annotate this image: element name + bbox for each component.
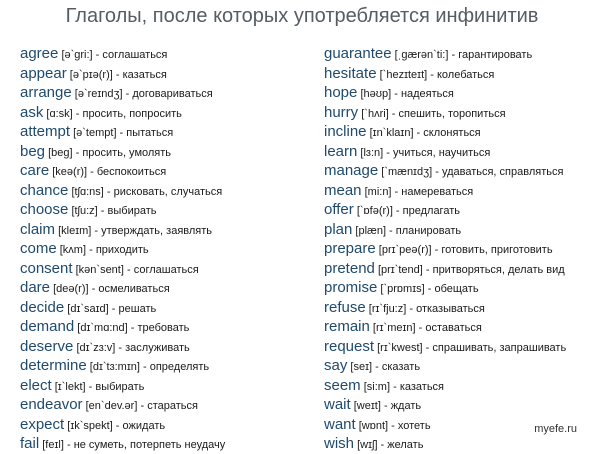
list-item: hurry [`hʌri] - спешить, торопиться xyxy=(324,103,506,121)
verb-list-left xyxy=(20,44,310,454)
verb-word: deserve xyxy=(20,337,74,355)
verb-translation: пытаться xyxy=(126,127,174,139)
verb-transcription: [dɪ`zɜ:v] xyxy=(76,341,116,354)
verb-translation: обещать xyxy=(434,283,479,295)
verb-transcription: [rɪ`kwest] xyxy=(377,341,423,354)
list-item: promise [`prɒmɪs] - обещать xyxy=(324,279,479,296)
list-item: come [kʌm] - приходить xyxy=(20,240,149,257)
verb-transcription: [feɪl] xyxy=(42,439,64,451)
verb-transcription: [wɒnt] xyxy=(358,419,389,432)
verb-word: learn xyxy=(324,142,358,160)
verb-translation: просить, попросить xyxy=(82,107,182,120)
verb-transcription: [dɪ`mɑ:nd] xyxy=(77,322,128,334)
list-item: endeavor [en`dev.ər] - стараться xyxy=(20,396,198,413)
verb-translation: соглашаться xyxy=(133,263,199,276)
list-item: fail [feɪl] - не суметь, потерпеть неудачу xyxy=(20,435,226,452)
verb-transcription: [kən`sent] xyxy=(75,263,124,276)
verb-word: pretend xyxy=(324,259,375,277)
verb-transcription: [həʊp] xyxy=(360,88,392,100)
list-item: arrange [ə`reɪndʒ] - договариваться xyxy=(20,84,213,101)
verb-translation: не суметь, потерпеть неудачу xyxy=(73,439,226,451)
verb-word: choose xyxy=(20,201,69,218)
list-item: seem [si:m] - казаться xyxy=(324,376,445,394)
list-item: plan [plæn] - планировать xyxy=(324,220,462,238)
verb-word: refuse xyxy=(324,298,366,316)
verb-translation: планировать xyxy=(395,224,462,237)
verb-word: determine xyxy=(20,357,87,374)
list-item: request [rɪ`kwest] - спрашивать, запрашивать xyxy=(324,337,567,355)
list-item: elect [ɪ`lekt] - выбирать xyxy=(20,376,145,394)
list-item: learn [lɜ:n] - учиться, научиться xyxy=(324,142,491,160)
list-item: attempt [ə`tempt] - пытаться xyxy=(20,123,174,140)
verb-word: decide xyxy=(20,298,65,316)
verb-word: remain xyxy=(324,318,370,335)
verb-transcription: [ɪn`klaɪn] xyxy=(369,127,414,139)
list-item: deserve [dɪ`zɜ:v] - заслуживать xyxy=(20,337,190,355)
verb-transcription: [ə`pɪə(r)] xyxy=(69,68,113,81)
verb-translation: утверждать, заявлять xyxy=(101,224,213,237)
list-item: want [wɒnt] - хотеть xyxy=(324,415,431,433)
verb-translation: удаваться, справляться xyxy=(441,166,564,178)
verb-transcription: [prɪ`tend] xyxy=(377,263,423,276)
list-item: demand [dɪ`mɑ:nd] - требовать xyxy=(20,318,190,335)
verb-transcription: [seɪ] xyxy=(350,361,373,373)
verb-transcription: [mi:n] xyxy=(364,185,392,198)
list-item: appear [ə`pɪə(r)] - казаться xyxy=(20,64,167,82)
verb-translation: стараться xyxy=(147,400,198,412)
verb-word: promise xyxy=(324,279,378,296)
list-item: guarantee [ˌgærən`ti:] - гарантировать xyxy=(324,45,533,62)
verb-word: fail xyxy=(20,435,40,452)
list-item: refuse [rɪ`fju:z] - отказываться xyxy=(324,298,485,316)
verb-word: request xyxy=(324,337,375,355)
list-item: expect [ɪk`spekt] - ожидать xyxy=(20,415,166,433)
verb-transcription: [ˌgærən`ti:] xyxy=(394,49,449,61)
list-item: hope [həʊp] - надеяться xyxy=(324,84,454,101)
verb-word: incline xyxy=(324,123,367,140)
verb-translation: предлагать xyxy=(402,205,460,217)
verb-transcription: [ə`tempt] xyxy=(73,127,117,139)
verb-transcription: [en`dev.ər] xyxy=(85,400,138,412)
verb-word: ask xyxy=(20,103,44,121)
verb-transcription: [si:m] xyxy=(363,380,391,393)
verb-transcription: [rɪ`meɪn] xyxy=(372,322,416,334)
verb-translation: выбирать xyxy=(95,380,145,393)
verb-word: wait xyxy=(324,396,351,413)
verb-transcription: [deə(r)] xyxy=(53,283,89,295)
verb-translation: выбирать xyxy=(107,205,157,217)
list-item: consent [kən`sent] - соглашаться xyxy=(20,259,199,277)
verb-transcription: [ɑ:sk] xyxy=(46,107,73,120)
verb-word: care xyxy=(20,162,50,179)
verb-transcription: [tʃɑ:ns] xyxy=(71,185,104,198)
verb-word: want xyxy=(324,415,356,433)
verb-translation: решать xyxy=(118,302,157,315)
verb-word: seem xyxy=(324,376,361,394)
verb-translation: осмеливаться xyxy=(98,283,170,295)
verb-word: endeavor xyxy=(20,396,83,413)
verb-transcription: [ɪ`lekt] xyxy=(54,380,86,393)
list-item: ask [ɑ:sk] - просить, попросить xyxy=(20,103,182,121)
list-item: choose [tʃu:z] - выбирать xyxy=(20,201,157,218)
verb-word: offer xyxy=(324,201,354,218)
verb-translation: хотеть xyxy=(397,419,431,432)
verb-translation: намереваться xyxy=(401,185,474,198)
list-item: mean [mi:n] - намереваться xyxy=(324,181,474,199)
verb-translation: притворяться, делать вид xyxy=(432,263,565,276)
verb-transcription: [ə`reɪndʒ] xyxy=(74,88,123,100)
verb-transcription: [ɪk`spekt] xyxy=(67,419,113,432)
verb-transcription: [kʌm] xyxy=(59,244,87,256)
verb-word: plan xyxy=(324,220,353,238)
verb-transcription: [weɪt] xyxy=(353,400,381,412)
verb-word: prepare xyxy=(324,240,376,257)
list-item: wait [weɪt] - ждать xyxy=(324,396,422,413)
verb-word: expect xyxy=(20,415,65,433)
verb-translation: договариваться xyxy=(132,88,213,100)
list-item: determine [dɪ`tɜ:mɪn] - определять xyxy=(20,357,210,374)
verb-translation: спешить, торопиться xyxy=(398,107,506,120)
list-item: agree [ə`gri:] - соглашаться xyxy=(20,45,168,62)
page-title: Глаголы, после которых употребляется инфинитив xyxy=(65,5,539,27)
verb-transcription: [prɪ`peə(r)] xyxy=(378,244,432,256)
list-item: wish [wɪʃ] - желать xyxy=(324,435,424,452)
verb-transcription: [beg] xyxy=(48,146,73,159)
verb-word: chance xyxy=(20,181,69,199)
verb-word: attempt xyxy=(20,123,71,140)
verb-translation: склоняться xyxy=(423,127,481,139)
list-item: manage [`mænɪdʒ] - удаваться, справляться xyxy=(324,162,564,179)
verb-translation: ждать xyxy=(390,400,422,412)
verb-translation: определять xyxy=(149,361,210,373)
list-item: hesitate [`hezɪteɪt] - колебаться xyxy=(324,64,495,82)
verb-translation: беспокоиться xyxy=(96,166,167,178)
verb-transcription: [dɪ`saɪd] xyxy=(67,302,109,315)
verb-word: manage xyxy=(324,162,379,179)
verb-transcription: [tʃu:z] xyxy=(71,205,98,217)
verb-translation: учиться, научиться xyxy=(392,146,491,159)
verb-transcription: [kleɪm] xyxy=(58,224,92,237)
verb-translation: казаться xyxy=(122,68,167,81)
verb-transcription: [dɪ`tɜ:mɪn] xyxy=(89,361,140,373)
verb-translation: приходить xyxy=(95,244,149,256)
verb-word: appear xyxy=(20,64,67,82)
verb-translation: сказать xyxy=(381,361,421,373)
verb-translation: желать xyxy=(387,439,424,451)
verb-transcription: [`ɒfə(r)] xyxy=(356,205,393,217)
list-item: decide [dɪ`saɪd] - решать xyxy=(20,298,157,316)
list-item: chance [tʃɑ:ns] - рисковать, случаться xyxy=(20,181,223,199)
verb-transcription: [`mænɪdʒ] xyxy=(381,166,433,178)
verb-transcription: [keə(r)] xyxy=(52,166,88,178)
list-item: dare [deə(r)] - осмеливаться xyxy=(20,279,170,296)
verb-transcription: [wɪʃ] xyxy=(357,439,378,451)
verb-word: consent xyxy=(20,259,73,277)
verb-transcription: [plæn] xyxy=(355,224,386,237)
verb-transcription: [lɜ:n] xyxy=(360,146,384,159)
verb-word: guarantee xyxy=(324,45,392,62)
verb-word: hesitate xyxy=(324,64,377,82)
list-item: offer [`ɒfə(r)] - предлагать xyxy=(324,201,460,218)
list-item: say [seɪ] - сказать xyxy=(324,357,421,374)
verb-transcription: [`hʌri] xyxy=(361,107,389,120)
list-item: prepare [prɪ`peə(r)] - готовить, приготовить xyxy=(324,240,553,257)
verb-translation: казаться xyxy=(399,380,445,393)
verb-word: hurry xyxy=(324,103,359,121)
list-item: care [keə(r)] - беспокоиться xyxy=(20,162,167,179)
verb-word: dare xyxy=(20,279,51,296)
verb-word: beg xyxy=(20,142,46,160)
verb-translation: спрашивать, запрашивать xyxy=(432,341,567,354)
verb-transcription: [ə`gri:] xyxy=(61,49,93,61)
verb-translation: колебаться xyxy=(436,68,495,81)
list-item: incline [ɪn`klaɪn] - склоняться xyxy=(324,123,481,140)
verb-translation: просить, умолять xyxy=(82,146,172,159)
list-item: pretend [prɪ`tend] - притворяться, делать вид xyxy=(324,259,565,277)
verb-transcription: [rɪ`fju:z] xyxy=(368,302,407,315)
verb-translation: гарантировать xyxy=(458,49,533,61)
list-item: claim [kleɪm] - утверждать, заявлять xyxy=(20,220,213,238)
verb-transcription: [`hezɪteɪt] xyxy=(379,68,428,81)
verb-translation: готовить, приготовить xyxy=(441,244,553,256)
verb-transcription: [`prɒmɪs] xyxy=(380,283,425,295)
verb-word: mean xyxy=(324,181,362,199)
verb-translation: надеяться xyxy=(400,88,454,100)
list-item: remain [rɪ`meɪn] - оставаться xyxy=(324,318,482,335)
verb-translation: отказываться xyxy=(416,302,485,315)
verb-word: say xyxy=(324,357,348,374)
verb-word: wish xyxy=(324,435,355,452)
verb-word: elect xyxy=(20,376,52,394)
verb-list-right xyxy=(324,44,600,454)
verb-word: come xyxy=(20,240,57,257)
verb-translation: оставаться xyxy=(425,322,482,334)
verb-word: agree xyxy=(20,45,59,62)
verb-word: demand xyxy=(20,318,75,335)
verb-translation: рисковать, случаться xyxy=(113,185,223,198)
verb-word: arrange xyxy=(20,84,72,101)
verb-translation: соглашаться xyxy=(102,49,168,61)
site-watermark: myefe.ru xyxy=(534,423,577,435)
verb-translation: требовать xyxy=(137,322,190,334)
verb-word: hope xyxy=(324,84,358,101)
verb-word: claim xyxy=(20,220,56,238)
verb-translation: заслуживать xyxy=(125,341,190,354)
list-item: beg [beg] - просить, умолять xyxy=(20,142,172,160)
verb-translation: ожидать xyxy=(122,419,166,432)
